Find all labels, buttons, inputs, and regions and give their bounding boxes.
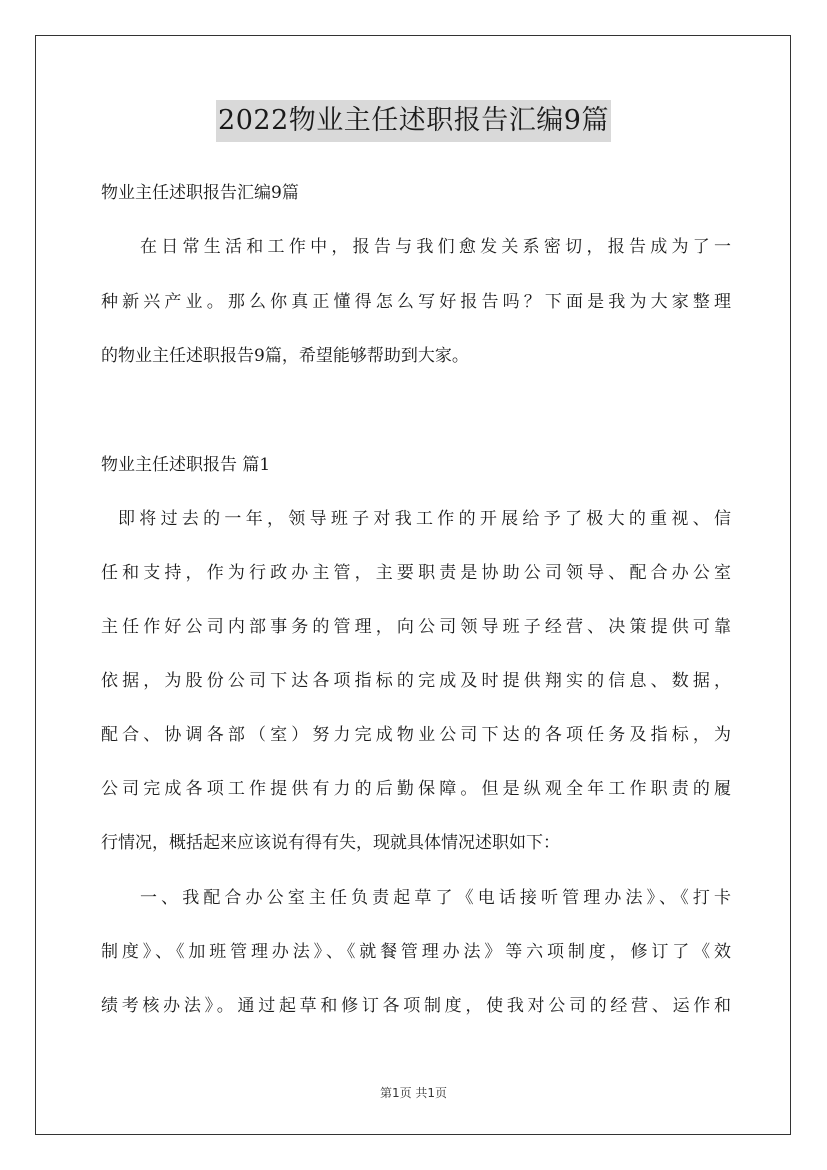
intro-line: 的物业主任述职报告9篇，希望能够帮助到大家。 [101,346,469,366]
paragraph-line: 主任作好公司内部事务的管理，向公司领导班子经营、决策提供可靠 [101,617,731,637]
document-title-text: 2022物业主任述职报告汇编9篇 [216,100,611,142]
paragraph-line: 行情况，概括起来应该说有得有失，现就具体情况述职如下： [101,833,560,853]
paragraph-line: 绩考核办法》。通过起草和修订各项制度，使我对公司的经营、运作和 [101,996,731,1016]
document-title [0,100,827,142]
document-subtitle: 物业主任述职报告汇编9篇 [101,183,299,203]
paragraph-line: 制度》、《加班管理办法》、《就餐管理办法》等六项制度，修订了《效 [101,942,731,962]
page-footer: 第1页 共1页 [379,1086,448,1100]
paragraph-line: 公司完成各项工作提供有力的后勤保障。但是纵观全年工作职责的履 [101,779,731,799]
paragraph-line: 依据，为股份公司下达各项指标的完成及时提供翔实的信息、数据， [101,671,731,691]
section-heading: 物业主任述职报告 篇1 [101,455,271,475]
paragraph-line: 配合、协调各部（室）努力完成物业公司下达的各项任务及指标，为 [101,725,731,745]
paragraph-line: 即将过去的一年，领导班子对我工作的开展给予了极大的重视、信 [118,509,731,529]
paragraph-line: 任和支持，作为行政办主管，主要职责是协助公司领导、配合办公室 [101,563,731,583]
paragraph-line: 一、我配合办公室主任负责起草了《电话接听管理办法》、《打卡 [140,888,731,908]
intro-line: 种新兴产业。那么你真正懂得怎么写好报告吗？下面是我为大家整理 [101,292,731,312]
intro-line: 在日常生活和工作中，报告与我们愈发关系密切，报告成为了一 [140,237,731,257]
